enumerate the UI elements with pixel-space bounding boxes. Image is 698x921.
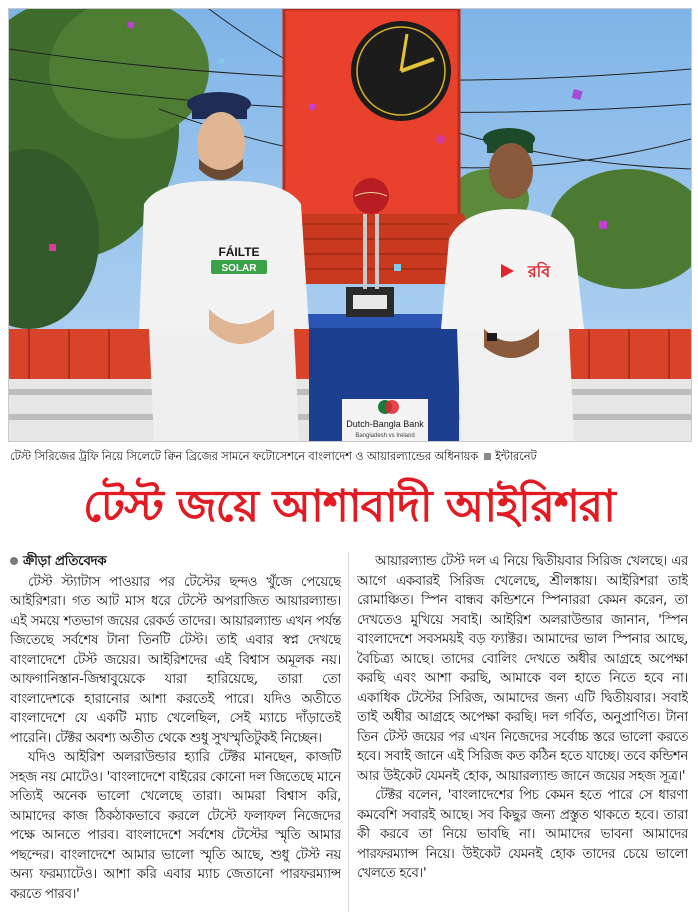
bangladesh-sponsor: রবি [527,262,551,281]
podium-sponsor: Dutch-Bangla Bank [346,419,424,429]
paragraph: টেক্টর বলেন, 'বাংলাদেশের পিচ কেমন হতে পারে সে ধারণা কমবেশি সবারই আছে। সব কিছুর জন্য প্রস্তুত থাকতে হবে। তারা কী করবে তা নিয়ে ভাবছি না। আমাদের ভাবনা আমাদের পারফরম্যান্স নিয়ে। উইকেট যেমনই হোক তাদের চেয়ে ভালো খেলতে হবে।' [357,788,688,881]
podium-sub: Bangladesh vs Ireland [355,433,415,439]
headline: টেস্ট জয়ে আশাবাদী আইরিশরা [83,481,615,532]
article-column-right [357,552,688,918]
photo-caption [10,444,690,468]
bullet-icon [10,557,18,565]
trophy-ball [353,178,389,214]
trophy-podium [299,314,469,441]
captains-trophy-photo [9,9,691,441]
byline [10,552,341,572]
paragraph: টেস্ট স্ট্যাটাস পাওয়ার পর টেস্টের ছন্দও খুঁজে পেয়েছে আইরিশরা। গত আট মাস ধরে টেস্টে অপরাজিত আয়ারল্যান্ড। এই সময়ে শতভাগ জয়ের রেকর্ড তাদের। আয়ারল্যান্ড এখন পর্যন্ত জিতেছে সর্বশেষ টানা তিনটি টেস্ট। তাই এবার স্বপ্ন দেখছে বাংলাদেশে টেস্ট জয়ের। আইরিশদের এই বিশ্বাস অমূলক নয়। আফগানিস্তান-জিম্বাবুয়েকে যারা হারিয়েছে, তারা তো বাংলাদেশকে হারানোর আশা করতেই পারে। যদিও অতীতে বাংলাদেশে যে একটি ম্যাচ খেলেছিল, সেই ম্যাচে দাঁড়াতেই পারেনি। টেক্টর অবশ্য অতীত থেকে শুধু সুখস্মৃতিটুকই নিচ্ছেন। [10,574,341,746]
byline-text: ক্রীড়া প্রতিবেদক [23,554,107,569]
paragraph: আয়ারল্যান্ড টেস্ট দল এ নিয়ে দ্বিতীয়বার সিরিজ খেলছে। এর আগে একবারই সিরিজ খেলেছে, শ্রীলঙ্কায়। আইরিশরা তাই রোমাঞ্চিত। স্পিন বান্ধব কন্ডিশনে স্পিনাররা কেমন করেন, তা দেখতেও মুখিয়ে সবাই। আইরিশ অলরাউন্ডার জানান, 'স্পিন বাংলাদেশে সবসময়ই বড় ফ্যাক্টর। আমাদের ভাল স্পিনার আছে, বৈচিত্র্য আছে। তাদের বোলিং দেখতে অধীর আগ্রহে অপেক্ষা করছি এবং আশা করছি, আমাকে বল হাতে নিতে হবে না। একাধিক টেস্টের সিরিজ, আমাদের জন্য এটি দ্বিতীয়বার। সবাই তাই অধীর আগ্রহে অপেক্ষা করছি। দল গর্বিত, অনুপ্রাণিত। টানা তিন টেস্ট জয়ের পর এখন নিজেদের সর্বোচ্চ স্তরে ভালো করতে হবে। সবাই জানে এই সিরিজ কত কঠিন হতে যাচ্ছে। তবে কন্ডিশন আর উইকেট যেমনই হোক, আয়ারল্যান্ড জানে জয়ের সহজ সূত্র।' [357,554,688,784]
photo-credit: ইন্টারনেট [495,449,537,463]
credit-square-icon [484,453,491,460]
column-divider [348,552,349,912]
paragraph: যদিও আইরিশ অলরাউন্ডার হ্যারি টেক্টর মানছেন, কাজটি সহজ নয় মোটেও। 'বাংলাদেশে বাইরের কোনো দল জিতেছে মানে সত্যিই অনেক ভালো খেলেছে তারা। আমরা বিশ্বাস করি, আমাদের কাজ ঠিকঠাকভাবে করলে টেস্টে ফলাফল নিজেদের পক্ষে আনতে পারব। বাংলাদেশে সর্বশেষ টেস্টের স্মৃতি আমার পছন্দের। বাংলাদেশে আমার ভালো স্মৃতি আছে, শুধু টেস্ট নয় অন্য ফরম্যাটেও। আশা করি এবার ম্যাচ জেতানো পারফরম্যান্স করতে পারব।' [10,750,341,902]
article-column-left [10,552,341,918]
ireland-sponsor-1: FÁILTE [218,245,260,259]
ireland-sponsor-2: SOLAR [221,263,257,274]
news-photo [8,8,692,442]
caption-text: টেস্ট সিরিজের ট্রফি নিয়ে সিলেটে ক্বিন ব্রিজের সামনে ফটোসেশনে বাংলাদেশ ও আয়ারল্যান্ডের অধিনায়ক [10,449,479,463]
